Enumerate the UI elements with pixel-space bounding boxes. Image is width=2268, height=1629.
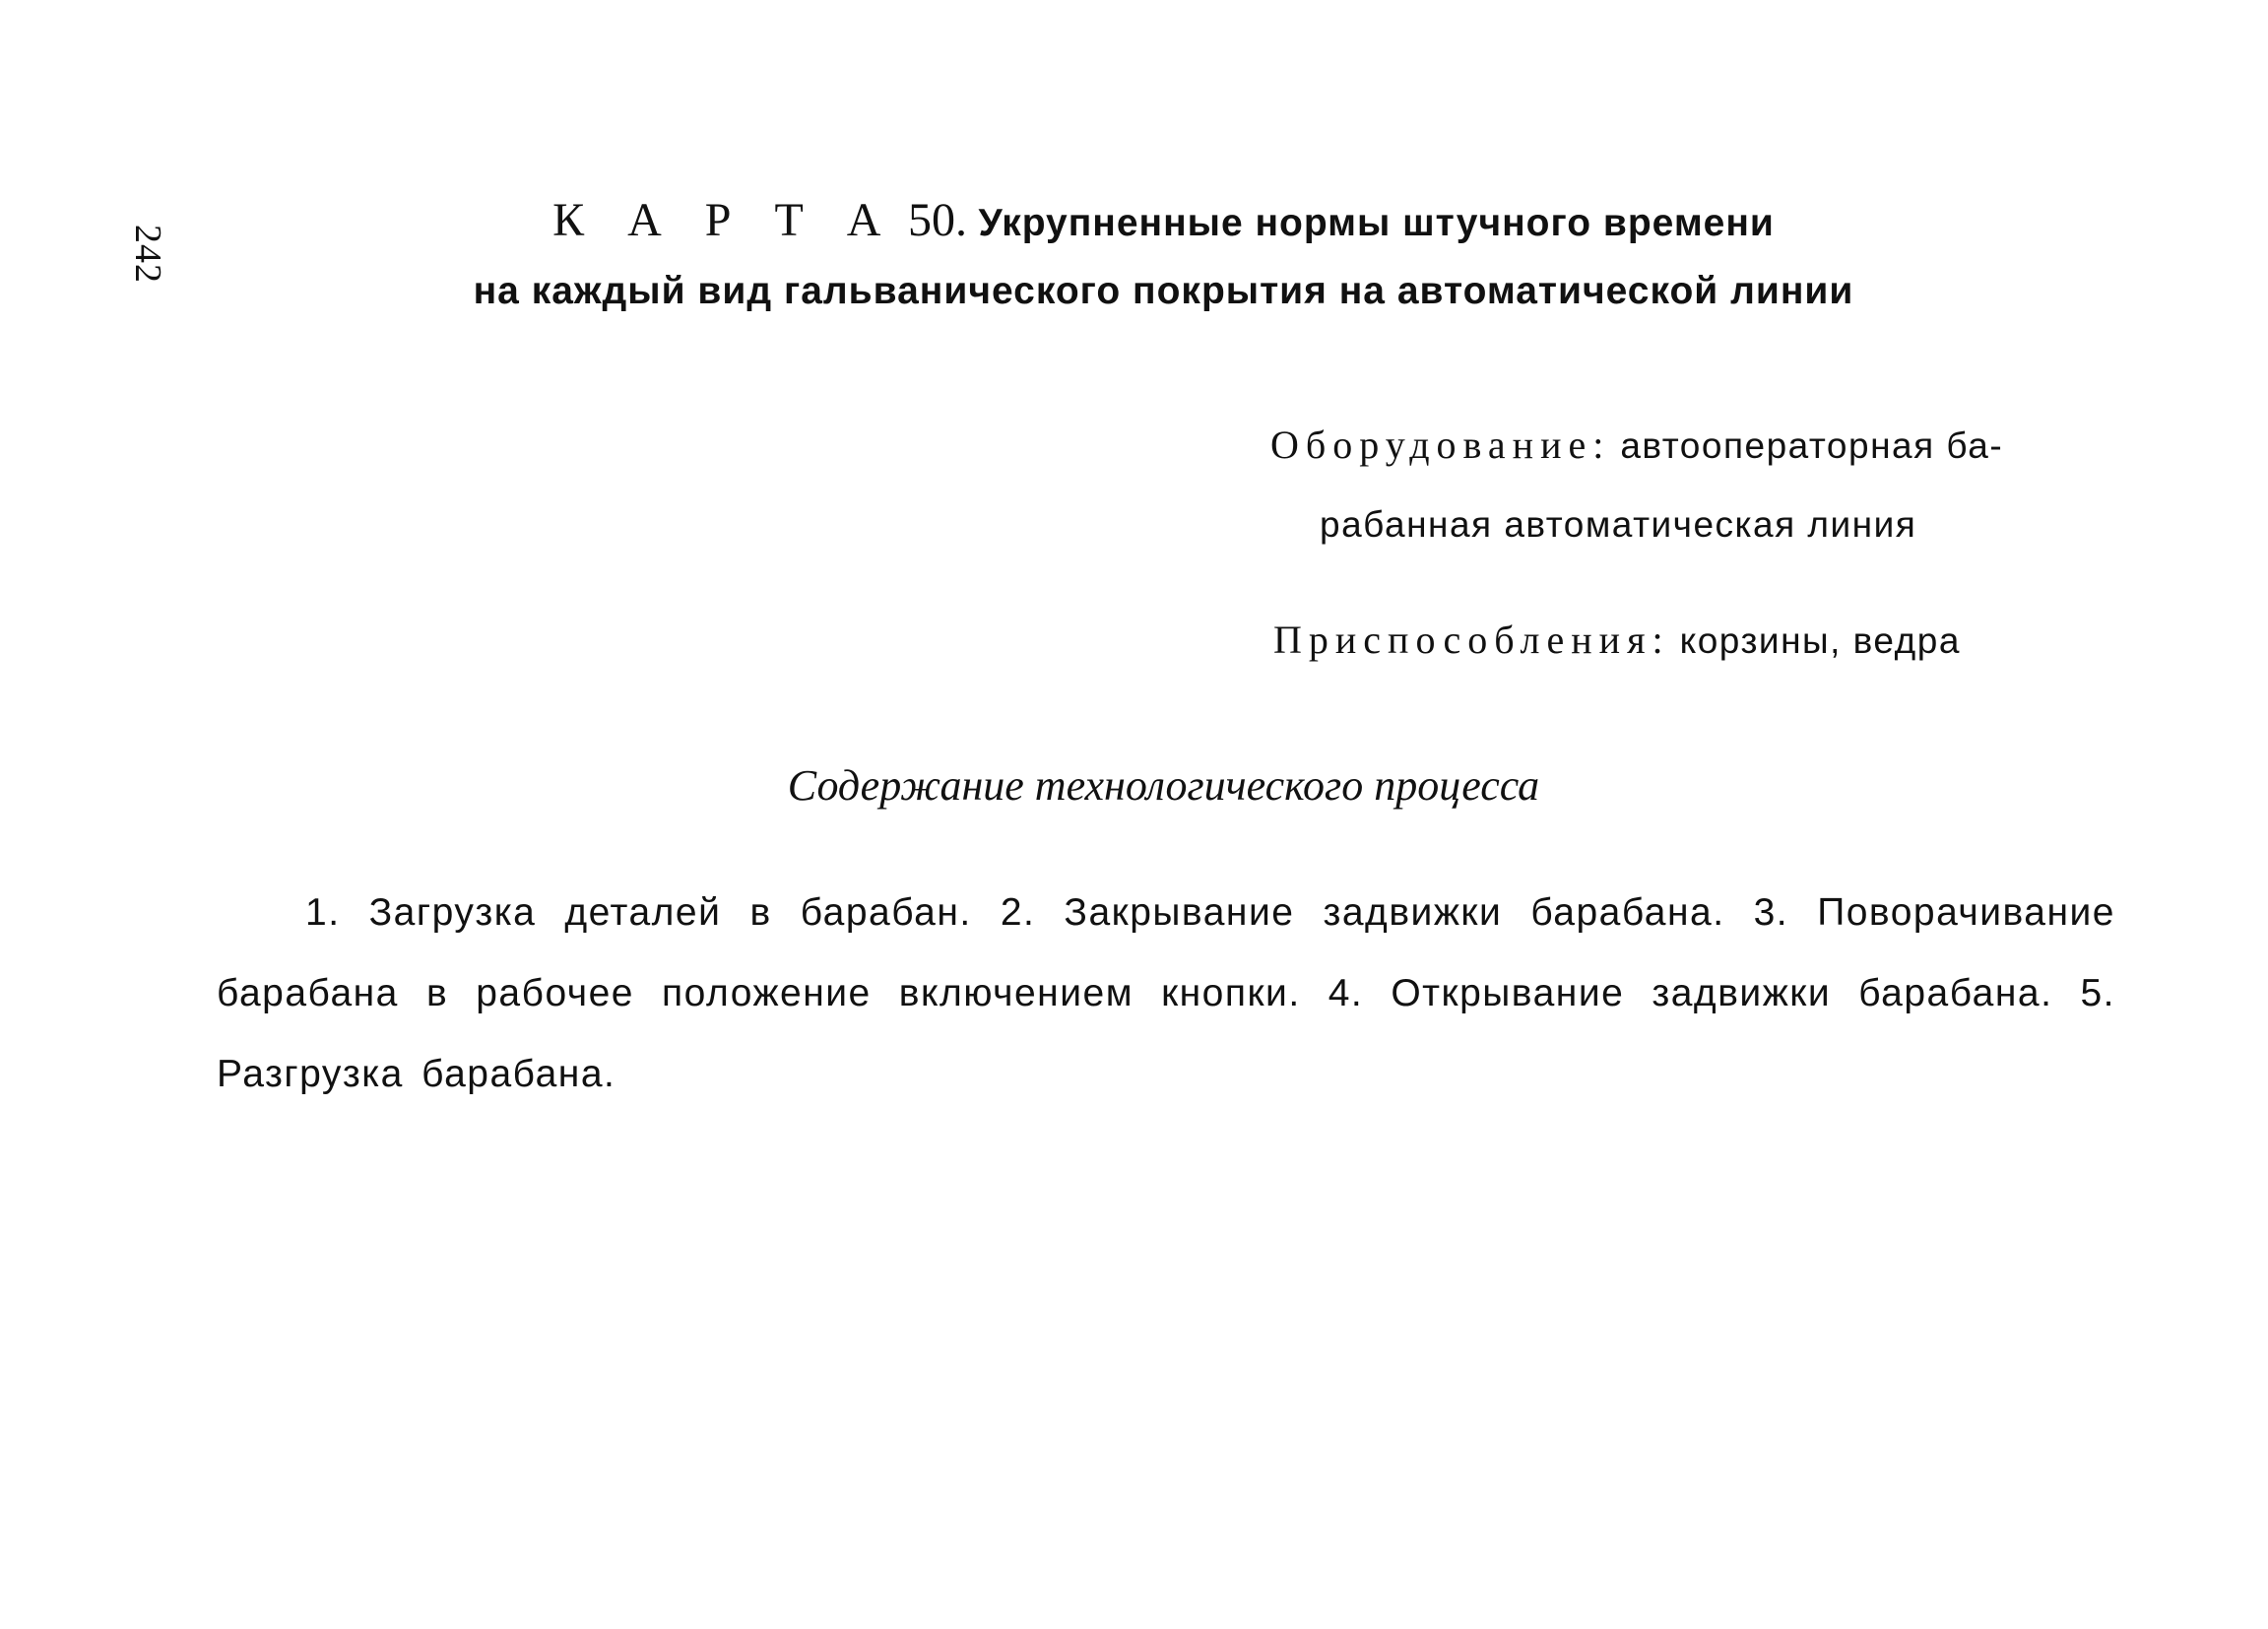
section-heading: Содержание технологического процесса [787, 761, 1540, 810]
process-paragraph: 1. Загрузка деталей в барабан. 2. Закрывание задвижки барабана. 3. Поворачивание барабана в рабочее положение включением кнопки. 4. Открывание задвижки барабана. 5. Разгрузка барабана. [217, 891, 2115, 1095]
title-line-2: на каждый вид гальванического покрытия на автоматической линии [473, 270, 1854, 312]
fixtures-line [1273, 617, 1961, 663]
equipment-line-1 [1270, 422, 2003, 468]
card-number: 50. [907, 194, 967, 246]
card-word: К А Р Т А [552, 194, 897, 246]
page-number: 242 [127, 225, 168, 284]
equipment-value-2: рабанная автоматическая линия [1320, 504, 1917, 545]
title-line-1 [0, 193, 2268, 247]
fixtures-label: Приспособления: [1273, 618, 1670, 662]
fixtures-value: корзины, ведра [1679, 620, 1961, 661]
equipment-label: Оборудование: [1270, 423, 1611, 467]
title-line-1-text: Укрупненные нормы штучного времени [978, 202, 1775, 244]
equipment-line-2 [1320, 500, 1916, 547]
equipment-value-1: автооператорная ба- [1620, 425, 2004, 466]
